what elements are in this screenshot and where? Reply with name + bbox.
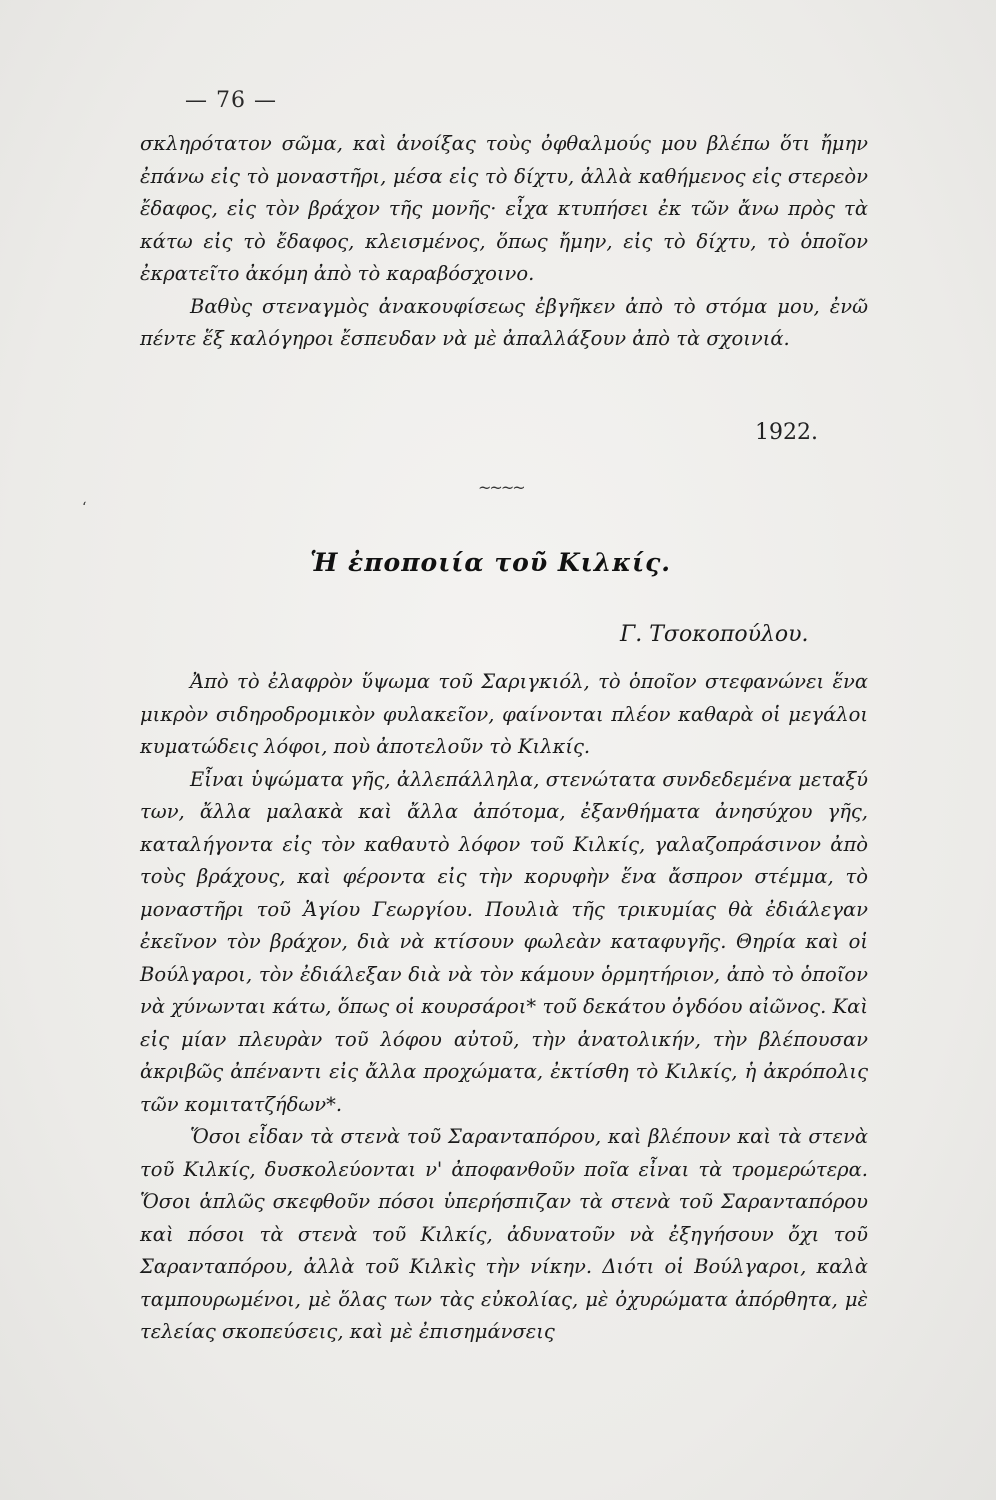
section-divider-ornament: ~~~~ (478, 478, 524, 497)
article-author: Γ. Τσοκοπούλου. (620, 622, 809, 647)
paragraph-1: Ἀπὸ τὸ ἐλαφρὸν ὕψωμα τοῦ Σαριγκιόλ, τὸ ὁποῖον στεφανώνει ἕνα μικρὸν σιδηροδρομικὸν φυλακεῖον, φαίνονται πλέον καθαρὰ οἱ μεγάλοι κυματώδεις λόφοι, ποὺ ἀποτελοῦν τὸ Κιλκίς. (140, 670, 868, 758)
paragraph-sigh: Βαθὺς στεναγμὸς ἀνακουφίσεως ἐβγῆκεν ἀπὸ τὸ στόμα μου, ἐνῶ πέντε ἕξ καλόγηροι ἔσπευδαν νὰ μὲ ἀπαλλάξουν ἀπὸ τὰ σχοινιά. (140, 294, 868, 350)
continuation-text (140, 128, 868, 356)
date-signature: 1922. (755, 420, 818, 445)
paragraph-continuation: σκληρότατον σῶμα, καὶ ἀνοίξας τοὺς ὀφθαλμούς μου βλέπω ὅτι ἤμην ἐπάνω εἰς τὸ μοναστῆρι, μέσα εἰς τὸ δίχτυ, ἀλλὰ καθήμενος εἰς στερεὸν ἔδαφος, εἰς τὸν βράχον τῆς μονῆς· εἶχα κτυπήσει ἐκ τῶν ἄνω πρὸς τὰ κάτω εἰς τὸ ἔδαφος, κλεισμένος, ὅπως ἤμην, εἰς τὸ δίχτυ, τὸ ὁποῖον ἐκρατεῖτο ἀκόμη ἀπὸ τὸ καραβόσχοινο. (140, 132, 868, 285)
article-body (140, 666, 868, 1349)
page-number: — 76 — (185, 88, 277, 113)
paragraph-2: Εἶναι ὑψώματα γῆς, ἀλλεπάλληλα, στενώτατα συνδεδεμένα μεταξύ των, ἄλλα μαλακὰ καὶ ἄλλα ἀπότομα, ἐξανθήματα ἀνησύχου γῆς, καταλήγοντα εἰς τὸν καθαυτὸ λόφον τοῦ Κιλκίς, γαλαζοπράσινον ἀπὸ τοὺς βράχους, καὶ φέροντα εἰς τὴν κορυφὴν ἕνα ἄσπρον στέμμα, τὸ μοναστῆρι τοῦ Ἁγίου Γεωργίου. Πουλιὰ τῆς τρικυμίας θὰ ἐδιάλεγαν ἐκεῖνον τὸν βράχον, διὰ νὰ κτίσουν φωλεὰν καταφυγῆς. Θηρία καὶ οἱ Βούλγαροι, τὸν ἐδιάλεξαν διὰ νὰ τὸν κάμουν ὁρμητήριον, ἀπὸ τὸ ὁποῖον νὰ χύνωνται κάτω, ὅπως οἱ κουρσάροι* τοῦ δεκάτου ὀγδόου αἰῶνος. Καὶ εἰς μίαν πλευρὰν τοῦ λόφου αὐτοῦ, τὴν ἀνατολικήν, τὴν βλέπουσαν ἀκριβῶς ἀπέναντι εἰς ἄλλα προχώματα, ἐκτίσθη τὸ Κιλκίς, ἡ ἀκρόπολις τῶν κομιτατζήδων*. (140, 767, 868, 1116)
stray-ink-mark: ‘ (82, 500, 87, 516)
article-title: Ἡ ἐποποιία τοῦ Κιλκίς. (310, 548, 672, 577)
paragraph-3: Ὅσοι εἶδαν τὰ στενὰ τοῦ Σαρανταπόρου, καὶ βλέπουν καὶ τὰ στενὰ τοῦ Κιλκίς, δυσκολεύονται ν' ἀποφανθοῦν ποῖα εἶναι τὰ τρομερώτερα. Ὅσοι ἁπλῶς σκεφθοῦν πόσοι ὑπερήσπιζαν τὰ στενὰ τοῦ Σαρανταπόρου καὶ πόσοι τὰ στενὰ τοῦ Κιλκίς, ἀδυνατοῦν νὰ ἐξηγήσουν ὄχι τοῦ Σαρανταπόρου, ἀλλὰ τοῦ Κιλκὶς τὴν νίκην. Διότι οἱ Βούλγαροι, καλὰ ταμπουρωμένοι, μὲ ὅλας των τὰς εὐκολίας, μὲ ὀχυρώματα ἀπόρθητα, μὲ τελείας σκοπεύσεις, καὶ μὲ ἐπισημάνσεις (140, 1125, 868, 1343)
